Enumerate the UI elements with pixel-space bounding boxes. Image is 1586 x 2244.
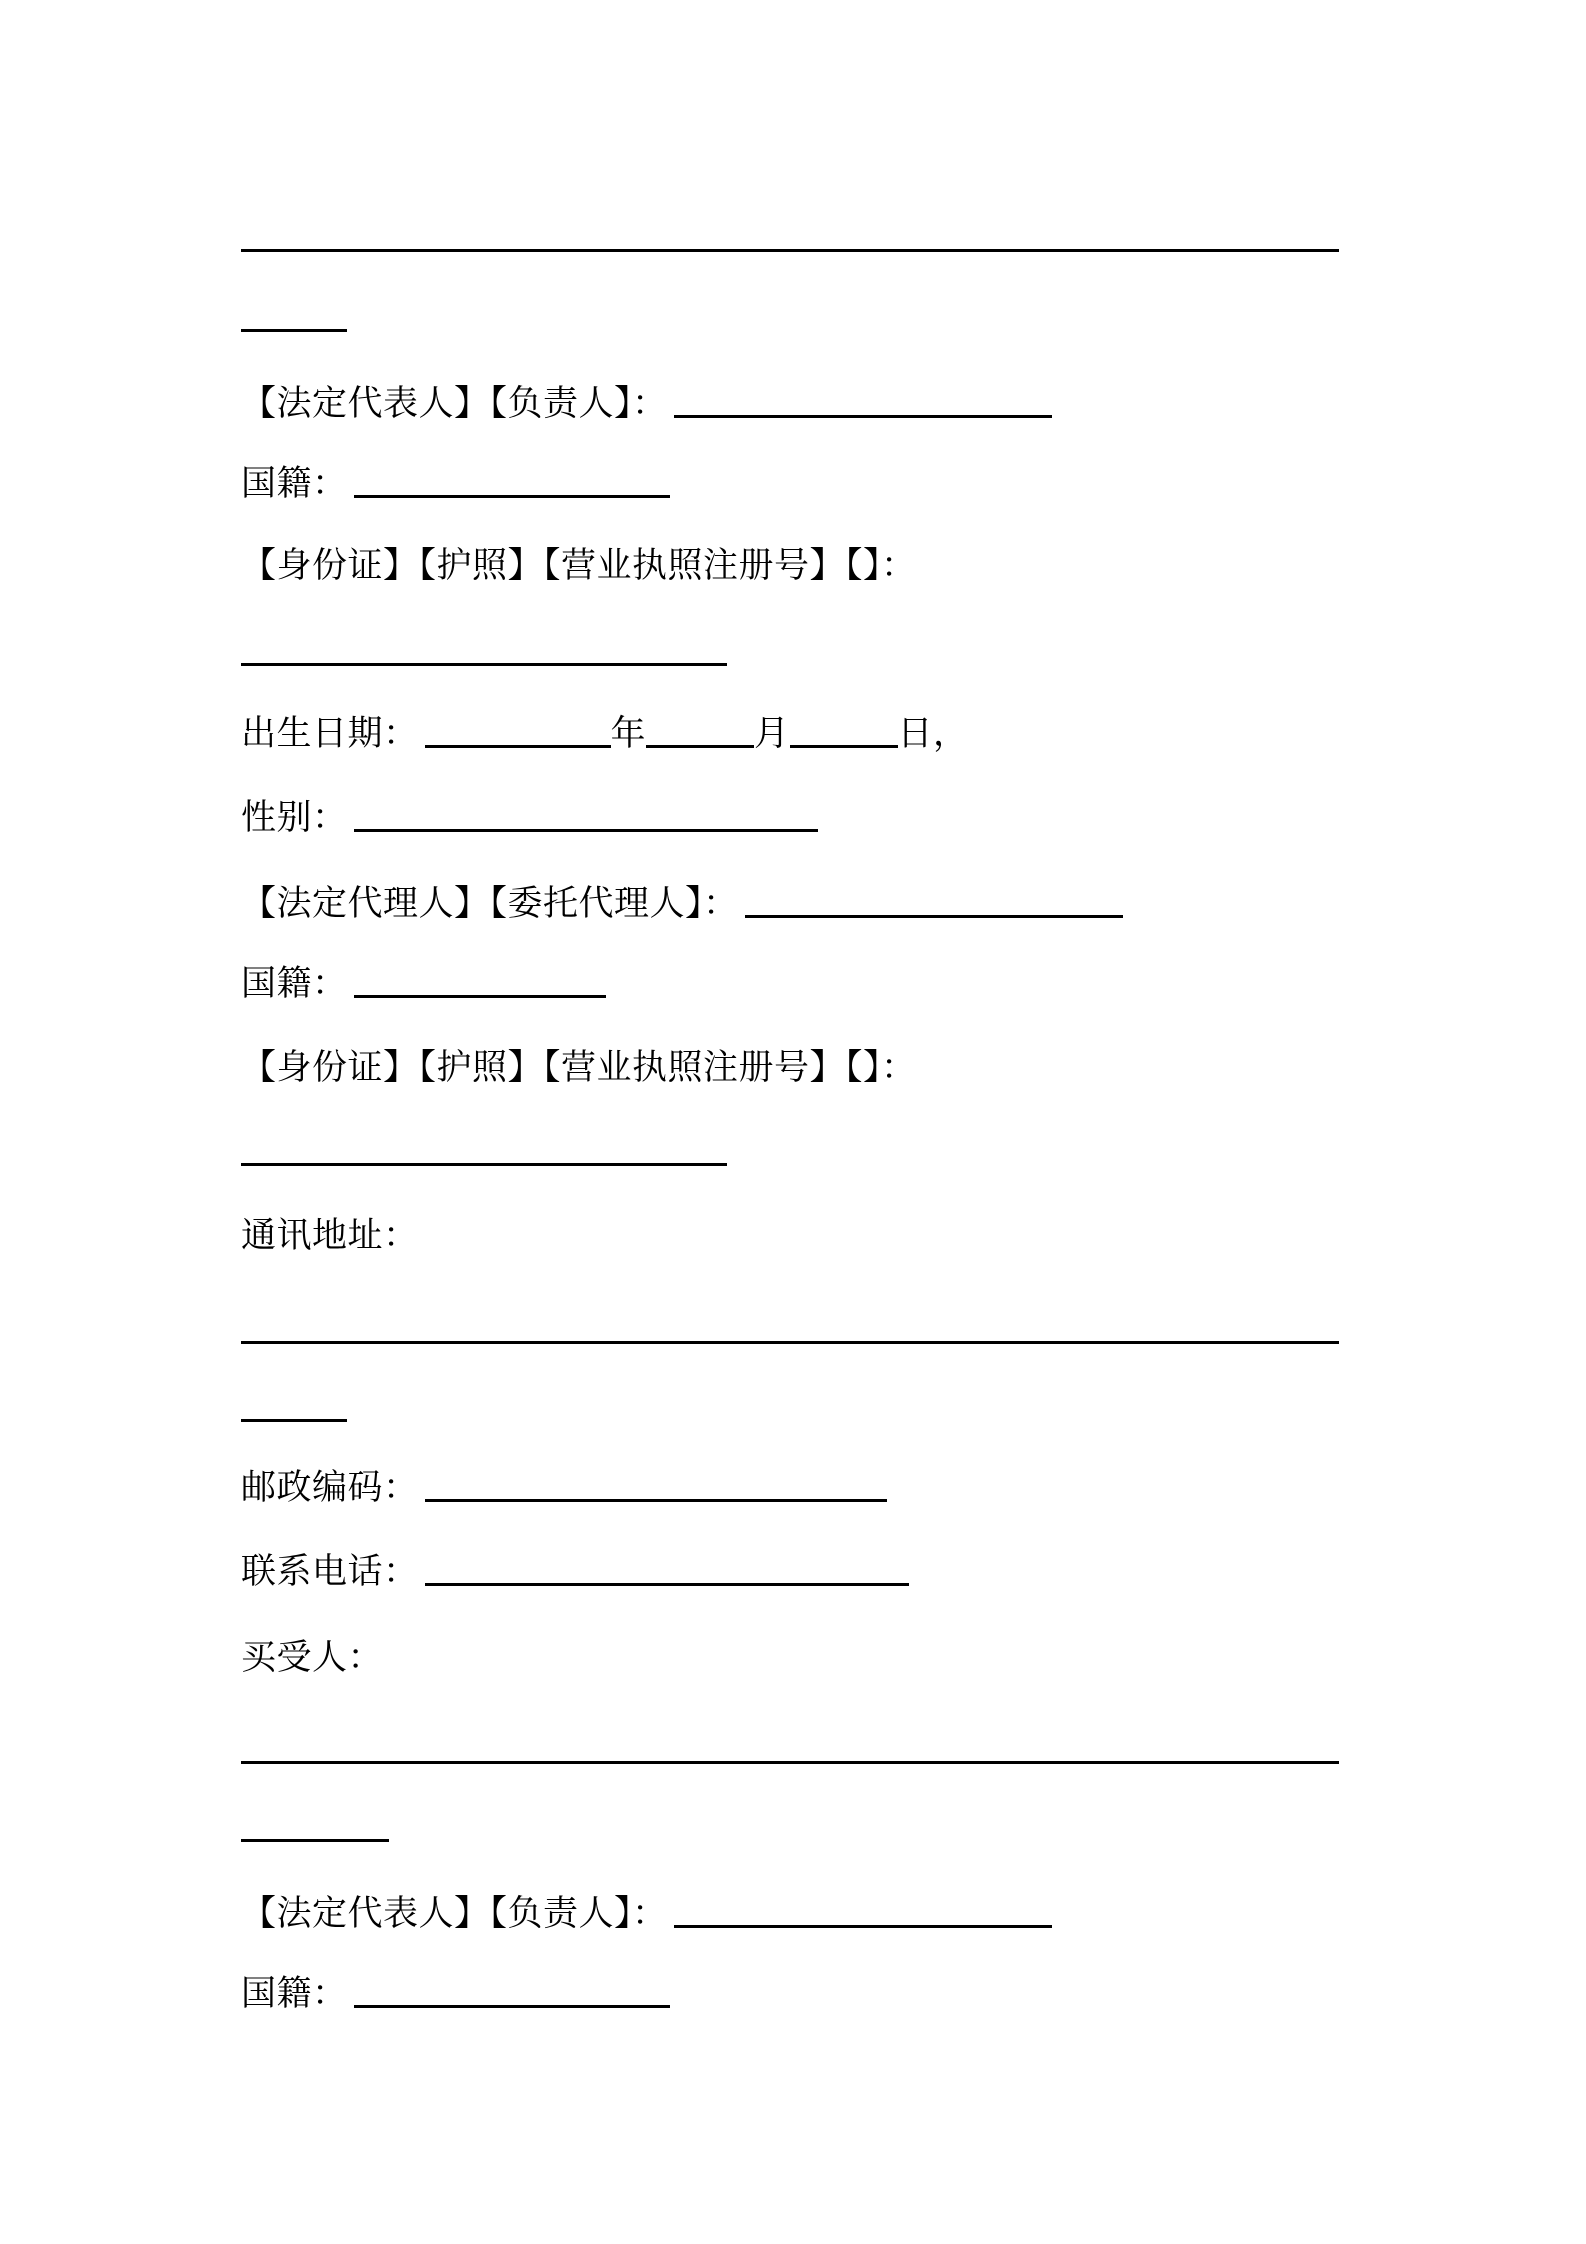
agent-id-blank[interactable] xyxy=(241,1159,727,1166)
agent-id-label: 【身份证】【护照】【营业执照注册号】【】： xyxy=(241,1048,917,1088)
buyer-name-blank-tail[interactable] xyxy=(241,1835,389,1842)
buyer-name-blank-line-2 xyxy=(241,1800,389,1848)
seller-representative-blank[interactable] xyxy=(674,411,1052,418)
gender-row xyxy=(241,790,818,838)
seller-name-blank[interactable] xyxy=(241,245,1339,252)
month-label: 月 xyxy=(754,714,790,754)
agent-label: 【法定代理人】【委托代理人】： xyxy=(241,884,739,924)
year-label: 年 xyxy=(610,714,647,754)
agent-id-row xyxy=(241,1040,917,1088)
buyer-nationality-blank[interactable] xyxy=(354,2001,670,2008)
agent-blank[interactable] xyxy=(745,911,1123,918)
postcode-blank[interactable] xyxy=(425,1495,887,1502)
buyer-nationality-label: 国籍： xyxy=(241,1974,348,2014)
postcode-row xyxy=(241,1460,887,1508)
agent-nationality-row xyxy=(241,956,606,1004)
seller-id-blank[interactable] xyxy=(241,659,727,666)
agent-nationality-label: 国籍： xyxy=(241,964,348,1004)
buyer-row xyxy=(241,1630,383,1678)
birth-month-blank[interactable] xyxy=(646,741,754,748)
seller-name-blank-tail[interactable] xyxy=(241,325,347,332)
seller-id-row xyxy=(241,538,917,586)
address-blank[interactable] xyxy=(241,1337,1339,1344)
agent-id-blank-row xyxy=(241,1124,727,1172)
gender-blank[interactable] xyxy=(354,825,818,832)
seller-id-blank-row xyxy=(241,624,727,672)
postcode-label: 邮政编码： xyxy=(241,1468,419,1508)
buyer-nationality-row xyxy=(241,1966,670,2014)
seller-id-label: 【身份证】【护照】【营业执照注册号】【】： xyxy=(241,546,917,586)
phone-label: 联系电话： xyxy=(241,1552,419,1592)
birth-date-row xyxy=(241,706,969,754)
seller-name-blank-line-1 xyxy=(241,210,1339,258)
seller-representative-row xyxy=(241,376,1052,424)
birth-date-label: 出生日期： xyxy=(241,714,419,754)
phone-row xyxy=(241,1544,909,1592)
buyer-representative-label: 【法定代表人】【负责人】： xyxy=(241,1894,668,1934)
phone-blank[interactable] xyxy=(425,1579,909,1586)
buyer-representative-blank[interactable] xyxy=(674,1921,1052,1928)
address-blank-line-2 xyxy=(241,1380,347,1428)
address-row xyxy=(241,1208,419,1256)
buyer-representative-row xyxy=(241,1886,1052,1934)
birth-day-blank[interactable] xyxy=(790,741,898,748)
gender-label: 性别： xyxy=(241,798,348,838)
seller-representative-label: 【法定代表人】【负责人】： xyxy=(241,384,668,424)
address-blank-tail[interactable] xyxy=(241,1415,347,1422)
seller-nationality-row xyxy=(241,456,670,504)
buyer-name-blank-line-1 xyxy=(241,1722,1339,1770)
agent-nationality-blank[interactable] xyxy=(354,991,606,998)
day-label: 日， xyxy=(897,714,969,754)
seller-nationality-label: 国籍： xyxy=(241,464,348,504)
buyer-label: 买受人： xyxy=(241,1638,384,1678)
address-label: 通讯地址： xyxy=(241,1216,419,1256)
seller-nationality-blank[interactable] xyxy=(354,491,670,498)
address-blank-line-1 xyxy=(241,1302,1339,1350)
birth-year-blank[interactable] xyxy=(425,741,611,748)
agent-row xyxy=(241,876,1123,924)
buyer-name-blank[interactable] xyxy=(241,1757,1339,1764)
seller-name-blank-line-2 xyxy=(241,290,347,338)
